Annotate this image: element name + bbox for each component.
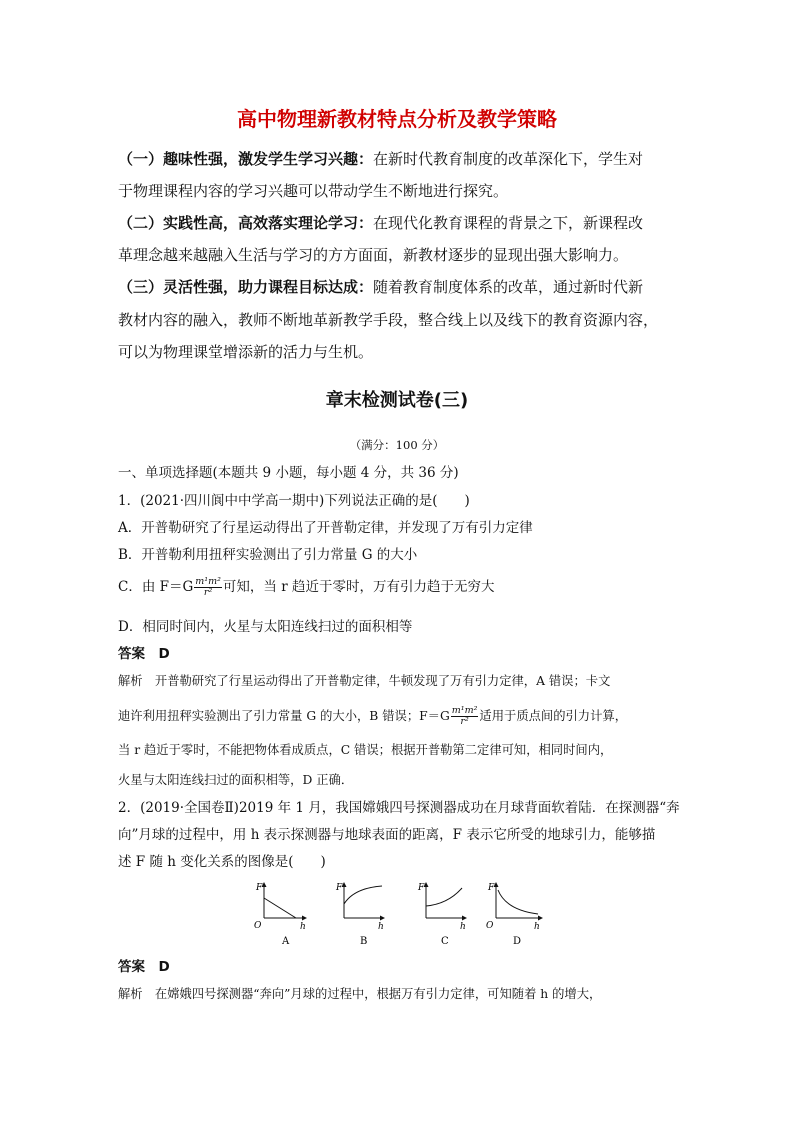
q1-option-c [118,577,494,598]
q2-line-2: 向”月球的过程中，用 h 表示探测器与地球表面的距离，F 表示它所受的地球引力，能够描 [118,827,656,843]
section-heading: 一、单项选择题(本题共 9 小题，每小题 4 分，共 36 分) [118,465,459,481]
q1-explanation-line-2 [118,706,627,727]
graph-d-x-label: h [534,922,540,932]
q1-exp-numerator: m¹m² [451,705,478,716]
q1-formula-fraction [194,577,222,598]
q1-formula-numerator: m¹m² [195,576,221,587]
q1-stem: 1．(2021·四川阆中中学高一期中)下列说法正确的是( ) [118,493,470,509]
feature-2-line-2: 革理念越来越融入生活与学习的方方面面，新教材逐步的显现出强大影响力。 [118,246,629,264]
graph-d-origin: O [486,921,494,931]
exam-title: 章末检测试卷(三) [325,390,469,411]
q2-explanation-line-1: 解析 在嫦娥四号探测器“奔向”月球的过程中，根据万有引力定律，可知随着 h 的增大， [118,987,602,1001]
feature-1-heading: （一）趣味性强，激发学生学习兴趣： [118,150,374,168]
feature-2-text: 在现代化教育课程的背景之下，新课程改 [373,214,644,232]
q1-exp2-post: 适用于质点间的引力计算， [479,708,627,723]
graph-c-x-label: h [460,922,466,932]
graph-a-letter: A [282,936,290,947]
feature-3-line-2: 教材内容的融入，教师不断地革新教学手段，整合线上以及线下的教育资源内容， [118,311,659,329]
feature-2-line-1 [118,216,643,231]
graph-a-y-label: F [256,883,263,893]
q1-explanation-line-1: 解析 开普勒研究了行星运动得出了开普勒定律，牛顿发现了万有引力定律，A 错误；卡文 [118,674,611,688]
q1-option-d: D．相同时间内，火星与太阳连线扫过的面积相等 [118,619,413,635]
graph-c-y-label: F [418,883,425,893]
q1-option-b: B．开普勒利用扭秤实验测出了引力常量 G 的大小 [118,547,418,563]
graph-b-letter: B [360,936,368,947]
feature-1-line-1 [118,152,643,167]
graph-d-curve [498,890,538,914]
feature-3-line-1 [118,280,643,295]
q1-option-a: A．开普勒研究了行星运动得出了开普勒定律，并发现了万有引力定律 [118,520,533,536]
q2-line-1: 2．(2019·全国卷Ⅱ)2019 年 1 月，我国嫦娥四号探测器成功在月球背面软着陆．在探测器“奔 [118,800,680,816]
feature-1-line-2: 于物理课程内容的学习兴趣可以带动学生不断地进行探究。 [118,182,509,200]
q1-option-c-post: 可知，当 r 趋近于零时，万有引力趋于无穷大 [222,578,495,595]
graph-a-origin: O [254,921,262,931]
q1-formula-denominator: r² [203,586,213,598]
q1-explanation-line-4: 火星与太阳连线扫过的面积相等，D 正确． [118,773,354,787]
graph-b-curve [344,886,382,904]
q1-exp-denominator: r² [460,715,469,727]
full-score: （满分：100 分） [349,438,445,452]
graph-a-x-label: h [300,922,306,932]
q1-exp2-pre: 迪许利用扭秤实验测出了引力常量 G 的大小，B 错误；F＝G [118,708,450,723]
graph-d-y-label: F [488,883,495,893]
feature-3-heading: （三）灵活性强，助力课程目标达成： [118,278,374,296]
graph-d-letter: D [513,936,522,947]
graph-d [486,883,542,947]
graph-b-x-label: h [378,922,384,932]
graph-a [254,883,306,947]
q2-line-3: 述 F 随 h 变化关系的图像是( ) [118,854,326,870]
graph-a-curve [264,898,296,918]
feature-2-heading: （二）实践性高，高效落实理论学习： [118,214,374,232]
feature-3-line-3: 可以为物理课堂增添新的活力与生机。 [118,343,374,361]
q1-explanation-line-3: 当 r 趋近于零时，不能把物体看成质点，C 错误；根据开普勒第二定律可知，相同时间内， [118,743,613,757]
q2-answer: 答案 D [118,959,170,975]
q1-option-c-pre: C．由 F＝G [118,578,194,595]
feature-1-text: 在新时代教育制度的改革深化下，学生对 [373,150,644,168]
q1-exp-fraction [451,706,479,727]
feature-3-text: 随着教育制度体系的改革，通过新时代新 [373,278,644,296]
q2-graphs [250,878,550,950]
graph-c-letter: C [441,936,449,947]
graph-c [417,883,466,947]
graph-b-y-label: F [336,883,343,893]
page-title: 高中物理新教材特点分析及教学策略 [237,107,557,131]
graph-b [335,883,384,947]
graph-c-curve [426,888,462,906]
q1-answer: 答案 D [118,646,170,662]
